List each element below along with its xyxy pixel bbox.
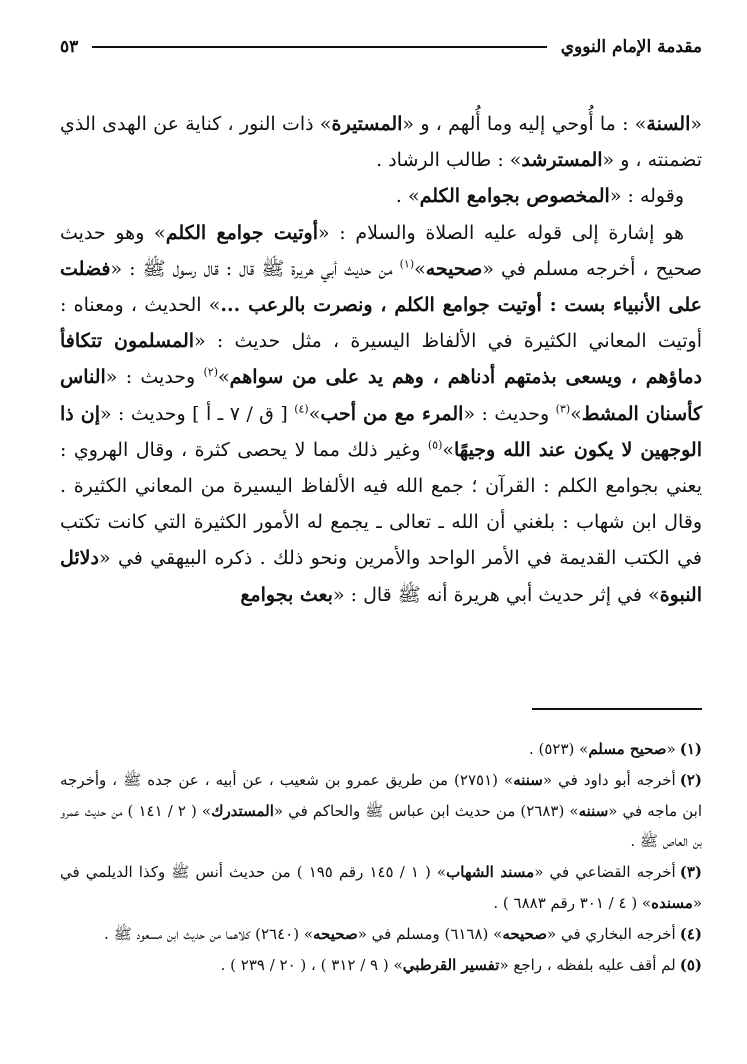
paragraph-commentary xyxy=(60,215,702,613)
text-run: « xyxy=(666,740,676,758)
text-run: » (٢٦٨٣) من حديث ابن عباس ﷺ والحاكم في « xyxy=(273,801,579,820)
book-title: صحيحه xyxy=(502,924,548,943)
book-title: سننه xyxy=(578,801,609,820)
book-title: صحيح مسلم xyxy=(588,740,667,758)
text-run: أخرجه أبو داود في « xyxy=(542,770,676,789)
header-rule xyxy=(92,46,546,48)
text-run: « xyxy=(690,113,702,135)
term-sunnah: السنة xyxy=(646,113,691,135)
text-run: » ذات النور ، كناية عن الهدى الذي تضمنته ، و « xyxy=(60,113,702,172)
footnote-number: (٢) xyxy=(679,770,702,789)
footnote-marker: (٢) xyxy=(203,366,218,380)
text-run: » ( ١ / ١٤٥ رقم ١٩٥ ) من حديث أنس ﷺ وكذا الديلمي في « xyxy=(60,863,702,912)
text-run: » (٥٢٣) . xyxy=(528,740,589,758)
footnote-4 xyxy=(60,919,702,950)
text-run: » (٦١٦٨) ومسلم في « xyxy=(357,924,503,943)
footnote-number: (٤) xyxy=(679,924,702,943)
paragraph-definitions xyxy=(60,106,702,178)
main-text xyxy=(60,106,702,613)
text-run: » (٢٧٥١) من طريق عمرو بن شعيب ، عن أبيه ، عن جده ﷺ ، وأخرجه ابن ماجه في « xyxy=(60,770,703,820)
book-title: صحيحه xyxy=(313,924,358,943)
text-run: وقوله : « xyxy=(609,185,684,208)
hadith-text: أوتيت جوامع الكلم xyxy=(165,221,318,244)
footnote-3 xyxy=(60,857,702,919)
book-page xyxy=(60,30,702,1040)
text-run: » (٢٦٤٠) كلاهما من حديث ابن مسعود ﷺ . xyxy=(104,924,314,943)
text-run: وغير ذلك مما لا يحصى كثرة ، وقال الهروي : يعني بجوامع الكلم : القرآن ؛ جمع الله فيه الألفاظ اليسيرة من المعاني الكثيرة . وقال ابن شهاب : بلغني أن الله ـ تعالى ـ يجمع له الأمور الكثيرة التي كانت تكتب في الكتب القديمة في الأمر الواحد والأمرين ونحو ذلك . ذكره البيهقي في « xyxy=(60,438,702,570)
footnote-marker: (٥) xyxy=(427,438,443,452)
text-run: [ ق / ٧ ـ أ ] وحديث : « xyxy=(99,402,295,425)
book-title: المستدرك xyxy=(211,801,274,820)
hadith-text: المرء مع من أحب xyxy=(320,402,464,425)
text-run: » ( ٩ / ٣١٢ ) ، ( ٢٠ / ٢٣٩ ) . xyxy=(220,955,403,974)
text-run: وحديث : « xyxy=(463,402,556,425)
text-run: » وهو حديث صحيح ، أخرجه مسلم في « xyxy=(60,221,702,280)
text-run: وحديث : « xyxy=(105,366,204,389)
page-number: ٥٣ xyxy=(60,37,79,57)
hadith-text: الناس كأسنان المشط xyxy=(60,366,703,425)
book-title: سننه xyxy=(513,770,543,789)
text-run: » xyxy=(308,402,321,425)
text-run: لم أقف عليه بلفظه ، راجع « xyxy=(499,955,676,974)
footnote-1 xyxy=(60,734,702,765)
footnote-2 xyxy=(60,765,702,857)
text-run: » xyxy=(570,402,582,425)
paragraph-quote xyxy=(60,178,702,214)
text-run: » ( ٢ / ١٤١ ) من حديث عمرو بن العاص ﷺ . xyxy=(60,801,702,851)
footnote-number: (٣) xyxy=(679,863,703,882)
text-run: » : طالب الرشاد . xyxy=(376,149,522,172)
text-run: هو إشارة إلى قوله عليه الصلاة والسلام : « xyxy=(317,221,684,244)
hadith-text: المسلمون تتكافأ دماؤهم ، ويسعى بذمتهم أدناهم ، وهم يد على من سواهم xyxy=(60,330,702,389)
book-title: مسند الشهاب xyxy=(446,863,535,882)
text-run: من حديث أبي هريرة ﷺ قال : قال رسول ﷺ : « xyxy=(110,257,400,280)
hadith-text: إن ذا الوجهين لا يكون عند الله وجيهًا xyxy=(60,402,702,461)
footnote-number: (٥) xyxy=(679,955,702,974)
footnote-marker: (٣) xyxy=(555,402,571,416)
text-run: أخرجه القضاعي في « xyxy=(534,863,676,882)
book-title: تفسير القرطبي xyxy=(402,955,500,974)
running-title: مقدمة الإمام النووي xyxy=(560,37,702,57)
term-mustarshid: المسترشد xyxy=(521,149,603,172)
book-title: مسنده xyxy=(651,893,693,912)
footnote-5 xyxy=(60,950,702,981)
hadith-text: بعث بجوامع xyxy=(240,583,333,606)
footnote-marker: (٤) xyxy=(294,402,309,416)
hadith-text: فضلت على الأنبياء بست : أوتيت جوامع الكلم ، ونصرت بالرعب ... xyxy=(60,257,703,317)
text-run: » xyxy=(442,438,455,461)
text-run: » : ما أُوحي إليه وما أُلهم ، و « xyxy=(402,113,647,135)
quoted-phrase: المخصوص بجوامع الكلم xyxy=(419,185,610,208)
footnote-number: (١) xyxy=(679,740,702,758)
book-title: دلائل النبوة xyxy=(60,547,702,606)
book-title: صحيحه xyxy=(425,257,483,280)
text-run: » . xyxy=(395,185,420,208)
text-run: » الحديث ، ومعناه : أوتيت المعاني الكثيرة في الألفاظ اليسيرة ، مثل حديث : « xyxy=(60,294,702,353)
text-run: » ( ٤ / ٣٠١ رقم ٦٨٨٣ ) . xyxy=(493,893,652,912)
term-mustanira: المستيرة xyxy=(331,113,403,135)
page-header xyxy=(60,30,702,64)
text-run: » في إثر حديث أبي هريرة أنه ﷺ قال : « xyxy=(332,583,660,606)
text-run: » xyxy=(414,257,426,280)
text-run: » xyxy=(218,366,230,389)
text-run: أخرجه البخاري في « xyxy=(547,924,676,943)
footnote-separator xyxy=(532,708,702,710)
footnotes xyxy=(60,734,702,980)
footnote-marker: (١) xyxy=(399,257,415,271)
